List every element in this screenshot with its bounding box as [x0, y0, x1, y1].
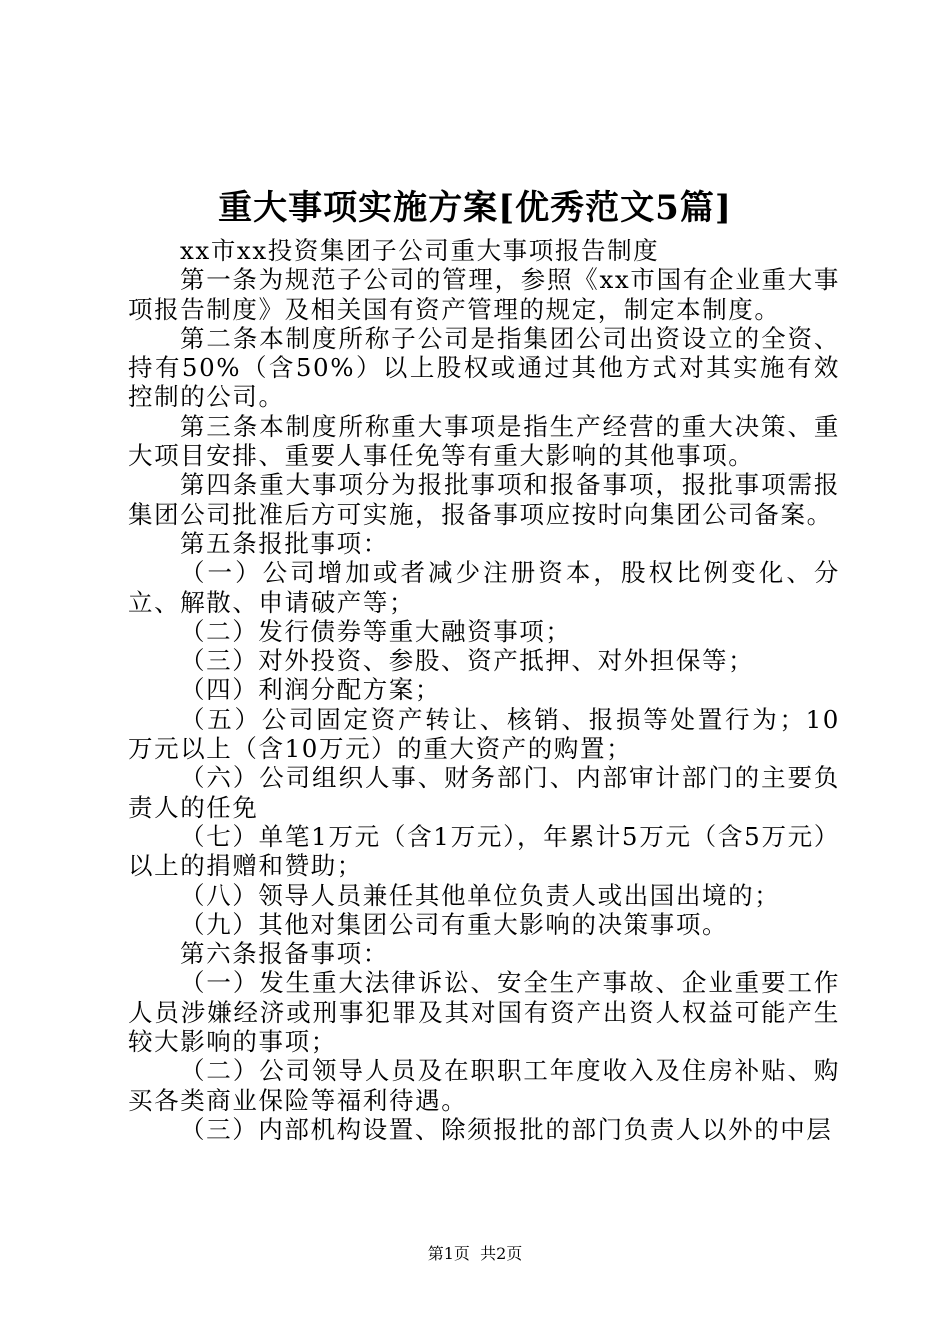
document-title: 重大事项实施方案[优秀范文5篇]	[218, 188, 732, 228]
page-number-footer: 第1页 共2页	[427, 1244, 523, 1263]
paragraph-article-3: 第三条本制度所称重大事项是指生产经营的重大决策、重大项目安排、重要人事任免等有重大影响的其他事项。	[128, 411, 840, 471]
list-item: （七）单笔1万元（含1万元），年累计5万元（含5万元）以上的捐赠和赞助；	[128, 821, 840, 881]
document-body	[128, 236, 840, 1144]
list-item: （一）公司增加或者减少注册资本，股权比例变化、分立、解散、申请破产等；	[128, 558, 840, 617]
list-item: （三）对外投资、参股、资产抵押、对外担保等；	[180, 646, 755, 676]
list-item: （六）公司组织人事、财务部门、内部审计部门的主要负责人的任免	[128, 763, 840, 822]
list-item: （四）利润分配方案；	[180, 675, 441, 705]
list-item: （五）公司固定资产转让、核销、报损等处置行为；10万元以上（含10万元）的重大资产的购置；	[128, 704, 840, 764]
paragraph-article-5: 第五条报批事项：	[180, 528, 389, 558]
list-item: （一）发生重大法律诉讼、安全生产事故、企业重要工作人员涉嫌经济或刑事犯罪及其对国有资产出资人权益可能产生较大影响的事项；	[128, 968, 840, 1057]
list-item: （三）内部机构设置、除须报批的部门负责人以外的中层	[180, 1114, 833, 1144]
list-item: （二）发行债券等重大融资事项；	[180, 616, 572, 646]
list-item: （八）领导人员兼任其他单位负责人或出国出境的；	[180, 880, 781, 910]
list-item: （九）其他对集团公司有重大影响的决策事项。	[180, 909, 729, 939]
paragraph-article-4: 第四条重大事项分为报批事项和报备事项，报批事项需报集团公司批准后方可实施，报备事项应按时向集团公司备案。	[128, 470, 840, 529]
list-item: （二）公司领导人员及在职职工年度收入及住房补贴、购买各类商业保险等福利待遇。	[128, 1056, 840, 1115]
paragraph-article-1: 第一条为规范子公司的管理，参照《xx市国有企业重大事项报告制度》及相关国有资产管理的规定，制定本制度。	[128, 265, 840, 324]
paragraph-heading: xx市xx投资集团子公司重大事项报告制度	[180, 236, 660, 265]
paragraph-article-6: 第六条报备事项：	[180, 939, 389, 969]
paragraph-article-2: 第二条本制度所称子公司是指集团公司出资设立的全资、持有50%（含50%）以上股权或通过其他方式对其实施有效控制的公司。	[128, 323, 840, 412]
